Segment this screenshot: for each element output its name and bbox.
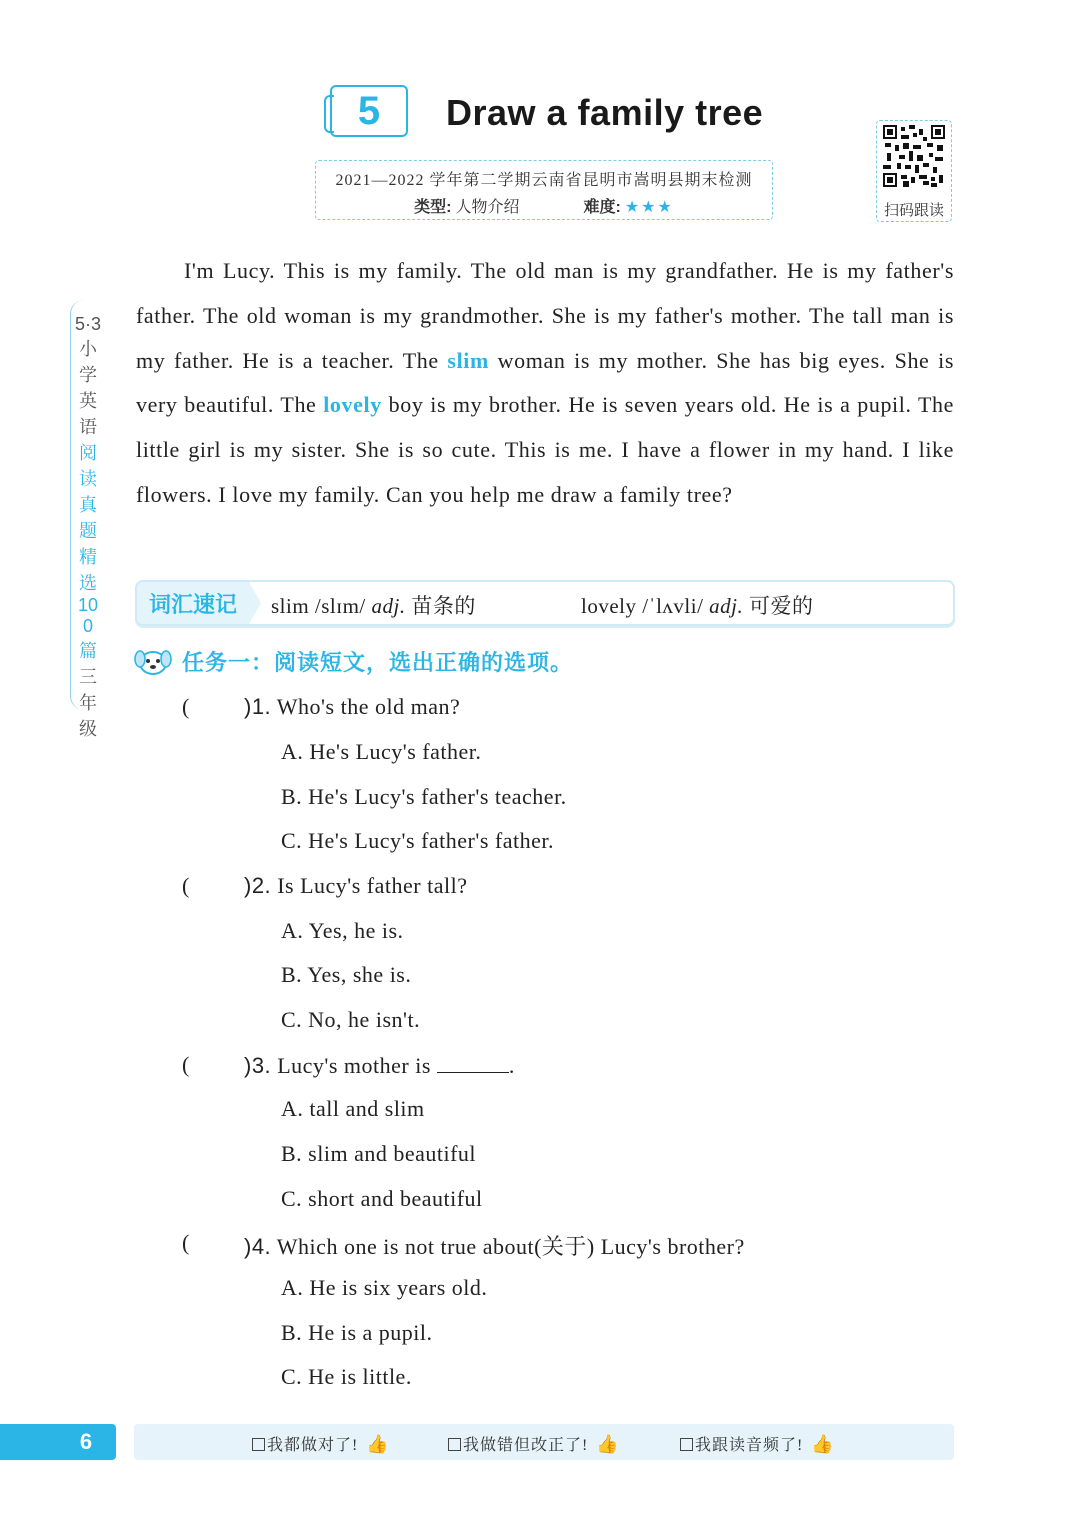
- option-4c[interactable]: C. He is little.: [281, 1364, 412, 1389]
- thumbs-up-icon: 👍: [596, 1434, 620, 1455]
- vocab-word: slim /slɪm/: [271, 594, 366, 618]
- self-check-item[interactable]: [680, 1432, 835, 1455]
- lesson-number-badge: 5: [330, 85, 408, 137]
- vocab-pos: adj.: [709, 594, 744, 618]
- answer-paren[interactable]: (: [182, 694, 190, 719]
- question-text: Is Lucy's father tall?: [277, 873, 468, 898]
- vocab-label: 词汇速记: [137, 582, 249, 624]
- question-text: Which one is not true about(关于) Lucy's brother?: [276, 1234, 745, 1259]
- option-3c[interactable]: C. short and beautiful: [281, 1186, 483, 1211]
- type-difficulty-row: [316, 194, 772, 217]
- checkbox-icon[interactable]: [680, 1438, 693, 1451]
- source-text: 2021—2022 学年第二学期云南省昆明市嵩明县期末检测: [335, 172, 753, 189]
- page-title: Draw a family tree: [446, 92, 764, 133]
- question-4: [244, 1230, 745, 1261]
- difficulty-stars-icon: ★★★: [624, 197, 674, 216]
- vocab-item: [271, 590, 476, 620]
- difficulty-label: 难度:: [583, 199, 621, 216]
- option-4b[interactable]: B. He is a pupil.: [281, 1320, 433, 1345]
- thumbs-up-icon: 👍: [366, 1434, 390, 1455]
- passage-text: boy is my brother. He is seven years old. He is a pupil. The little girl is my sister. She is so cute. This is me. I have a flower in my hand. I like flowers. I love my family. Can you help me draw a family tree?: [136, 392, 954, 507]
- self-check-label: 我跟读音频了!: [695, 1437, 804, 1454]
- side-series: 5·3小学英语: [75, 314, 102, 437]
- passage-text: I'm Lucy. This is my family. The old man is my grandfather. He is my father's father. The old woman is my grandmother. She is my father's mother. The tall man is my father. He is a teacher. The: [136, 258, 954, 373]
- question-text: Lucy's mother is: [277, 1053, 431, 1078]
- checkbox-icon[interactable]: [448, 1438, 461, 1451]
- page-number: 6: [0, 1424, 116, 1460]
- puppy-icon: [134, 645, 172, 677]
- answer-paren[interactable]: (: [182, 1230, 190, 1255]
- question-number: )3.: [244, 1053, 272, 1078]
- answer-paren[interactable]: (: [182, 1052, 190, 1077]
- reading-passage: [136, 249, 954, 518]
- option-2c[interactable]: C. No, he isn't.: [281, 1007, 421, 1032]
- question-3: [244, 1052, 515, 1079]
- option-3a[interactable]: A. tall and slim: [281, 1096, 425, 1121]
- option-3b[interactable]: B. slim and beautiful: [281, 1141, 477, 1166]
- answer-paren[interactable]: (: [182, 873, 190, 898]
- question-number: )1.: [244, 694, 272, 719]
- type-label: 类型:: [414, 199, 452, 216]
- vocab-box: [135, 580, 955, 626]
- highlight-word-slim: slim: [447, 347, 489, 373]
- vocab-meaning: 苗条的: [411, 594, 476, 618]
- question-number: )2.: [244, 873, 272, 898]
- vocab-meaning: 可爱的: [749, 594, 814, 618]
- passage-text: woman is my mother. She has big eyes. She is very beautiful. The: [136, 347, 954, 418]
- self-check-item[interactable]: [448, 1432, 620, 1455]
- vocab-word: lovely /ˈlʌvli/: [581, 594, 704, 618]
- answer-blank[interactable]: [437, 1052, 509, 1073]
- side-book-label: [70, 300, 103, 739]
- side-grade: 三年级: [79, 667, 97, 739]
- vocab-pos: adj.: [371, 594, 406, 618]
- checkbox-icon[interactable]: [252, 1438, 265, 1451]
- qr-code-icon[interactable]: [883, 125, 945, 187]
- option-2b[interactable]: B. Yes, she is.: [281, 962, 412, 987]
- source-info-box: [315, 160, 773, 220]
- question-1: [244, 694, 460, 720]
- option-2a[interactable]: A. Yes, he is.: [281, 918, 404, 943]
- self-check-label: 我做错但改正了!: [463, 1437, 589, 1454]
- highlight-word-lovely: lovely: [323, 392, 382, 418]
- question-number: )4.: [244, 1234, 272, 1259]
- option-1c[interactable]: C. He's Lucy's father's father.: [281, 828, 554, 853]
- question-text: Who's the old man?: [276, 694, 461, 719]
- thumbs-up-icon: 👍: [811, 1434, 835, 1455]
- side-book: 阅读真题精选100篇: [77, 443, 99, 661]
- task-title: 任务一：阅读短文，选出正确的选项。: [182, 650, 574, 675]
- self-check-label: 我都做对了!: [267, 1437, 359, 1454]
- vocab-item: [581, 590, 814, 620]
- option-1a[interactable]: A. He's Lucy's father.: [281, 739, 482, 764]
- self-check-bar: [134, 1424, 954, 1460]
- qr-label: 扫码跟读: [883, 203, 944, 219]
- question-text-end: .: [508, 1053, 515, 1078]
- self-check-item[interactable]: [252, 1432, 390, 1455]
- option-1b[interactable]: B. He's Lucy's father's teacher.: [281, 784, 567, 809]
- type-value: 人物介绍: [455, 199, 520, 216]
- question-2: [244, 873, 467, 899]
- option-4a[interactable]: A. He is six years old.: [281, 1275, 488, 1300]
- qr-code-box[interactable]: [876, 120, 952, 222]
